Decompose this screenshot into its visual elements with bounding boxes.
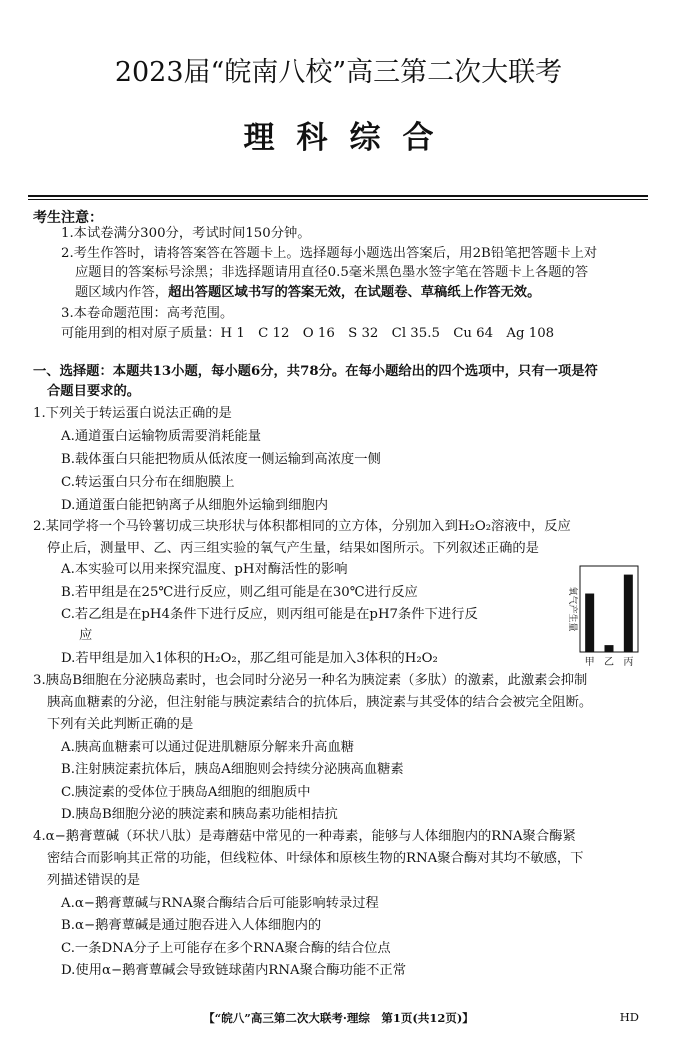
divider-thin — [28, 199, 648, 200]
note-line-2c-plain: 题区域内作答， — [75, 285, 169, 300]
q3-stem-2: 胰高血糖素的分泌，但注射能与胰淀素结合的抗体后，胰淀素与其受体的结合会被完全阻断。 — [47, 695, 593, 710]
q4-stem-3: 列描述错误的是 — [47, 873, 141, 888]
q3-option-b: B.注射胰淀素抗体后，胰岛A细胞则会持续分泌胰高血糖素 — [61, 762, 404, 777]
q2-option-d: D.若甲组是加入1体积的H₂O₂，那乙组可能是加入3体积的H₂O₂ — [61, 651, 438, 666]
note-line-2a: 2.考生作答时，请将答案答在答题卡上。选择题每小题选出答案后，用2B铅笔把答题卡上对 — [61, 246, 598, 261]
q3-option-a: A.胰高血糖素可以通过促进肌糖原分解来升高血糖 — [61, 740, 355, 755]
q2-stem-1: 2.某同学将一个马铃薯切成三块形状与体积都相同的立方体，分别加入到H₂O₂溶液中，反应 — [33, 519, 571, 534]
q1-option-b: B.载体蛋白只能把物质从低浓度一侧运输到高浓度一侧 — [61, 452, 381, 467]
q3-option-c: C.胰淀素的受体位于胰岛A细胞的细胞质中 — [61, 785, 311, 800]
note-line-1: 1.本试卷满分300分，考试时间150分钟。 — [61, 226, 311, 241]
q3-stem-1: 3.胰岛B细胞在分泌胰岛素时，也会同时分泌另一种名为胰淀素（多肽）的激素，此激素会抑制 — [33, 673, 588, 688]
divider-thick — [28, 195, 648, 197]
q4-option-b: B.α−鹅膏蕈碱是通过胞吞进入人体细胞内的 — [61, 918, 322, 933]
bar-0 — [585, 594, 594, 652]
q3-stem-3: 下列有关此判断正确的是 — [47, 717, 194, 732]
section-heading-2: 合题目要求的。 — [47, 384, 141, 399]
page-footer: 【“皖八”高三第二次大联考·理综 第1页(共12页)】 — [203, 1011, 474, 1025]
q4-option-d: D.使用α−鹅膏蕈碱会导致链球菌内RNA聚合酶功能不正常 — [61, 963, 407, 978]
x-tick-label-0: 甲 — [584, 657, 595, 668]
exam-title: 2023届“皖南八校”高三第二次大联考 — [114, 57, 563, 88]
q1-option-a: A.通道蛋白运输物质需要消耗能量 — [61, 429, 261, 444]
note-line-2b: 应题目的答案标号涂黑；非选择题请用直径0.5毫米黑色墨水签字笔在答题卡上各题的答 — [75, 265, 589, 280]
q2-option-b: B.若甲组是在25℃进行反应，则乙组可能是在30℃进行反应 — [61, 585, 418, 600]
x-tick-label-1: 乙 — [604, 657, 614, 668]
q3-option-d: D.胰岛B细胞分泌的胰淀素和胰岛素功能相拮抗 — [61, 807, 338, 822]
q2-option-c-2: 应 — [79, 628, 93, 643]
atomic-mass-line: 可能用到的相对原子质量：H 1 C 12 O 16 S 32 Cl 35.5 Cu 64 Ag 108 — [61, 326, 555, 341]
q1-stem: 1.下列关于转运蛋白说法正确的是 — [33, 406, 232, 421]
q4-option-c: C.一条DNA分子上可能存在多个RNA聚合酶的结合位点 — [61, 941, 391, 956]
bar-1 — [605, 645, 614, 652]
q4-stem-1: 4.α−鹅膏蕈碱（环状八肽）是毒蘑菇中常见的一种毒素，能够与人体细胞内的RNA聚合酶紧 — [33, 829, 576, 844]
note-line-2c — [75, 284, 540, 301]
oxygen-bar-chart — [562, 562, 642, 672]
note-line-3: 3.本卷命题范围：高考范围。 — [61, 306, 234, 321]
q4-stem-2: 密结合而影响其正常的功能，但线粒体、叶绿体和原核生物的RNA聚合酶对其均不敏感，下 — [47, 851, 584, 866]
notes-heading: 考生注意： — [33, 210, 103, 226]
q1-option-d: D.通道蛋白能把钠离子从细胞外运输到细胞内 — [61, 498, 329, 513]
q2-option-c-1: C.若乙组是在pH4条件下进行反应，则丙组可能是在pH7条件下进行反 — [61, 607, 478, 622]
bar-2 — [624, 575, 633, 652]
x-tick-label-2: 丙 — [623, 657, 634, 668]
section-heading-1: 一、选择题：本题共13小题，每小题6分，共78分。在每小题给出的四个选项中，只有一项是符 — [33, 364, 598, 379]
y-axis-label: 氧气产生量 — [567, 586, 577, 632]
q4-option-a: A.α−鹅膏蕈碱与RNA聚合酶结合后可能影响转录过程 — [61, 896, 379, 911]
q2-option-a: A.本实验可以用来探究温度、pH对酶活性的影响 — [61, 562, 348, 577]
exam-subject: 理科综合 — [243, 120, 456, 156]
q2-stem-2: 停止后，测量甲、乙、丙三组实验的氧气产生量，结果如图所示。下列叙述正确的是 — [47, 541, 539, 556]
q1-option-c: C.转运蛋白只分布在细胞膜上 — [61, 475, 235, 490]
footer-code: HD — [619, 1010, 639, 1024]
note-line-2c-bold: 超出答题区域书写的答案无效，在试题卷、草稿纸上作答无效。 — [168, 285, 541, 300]
